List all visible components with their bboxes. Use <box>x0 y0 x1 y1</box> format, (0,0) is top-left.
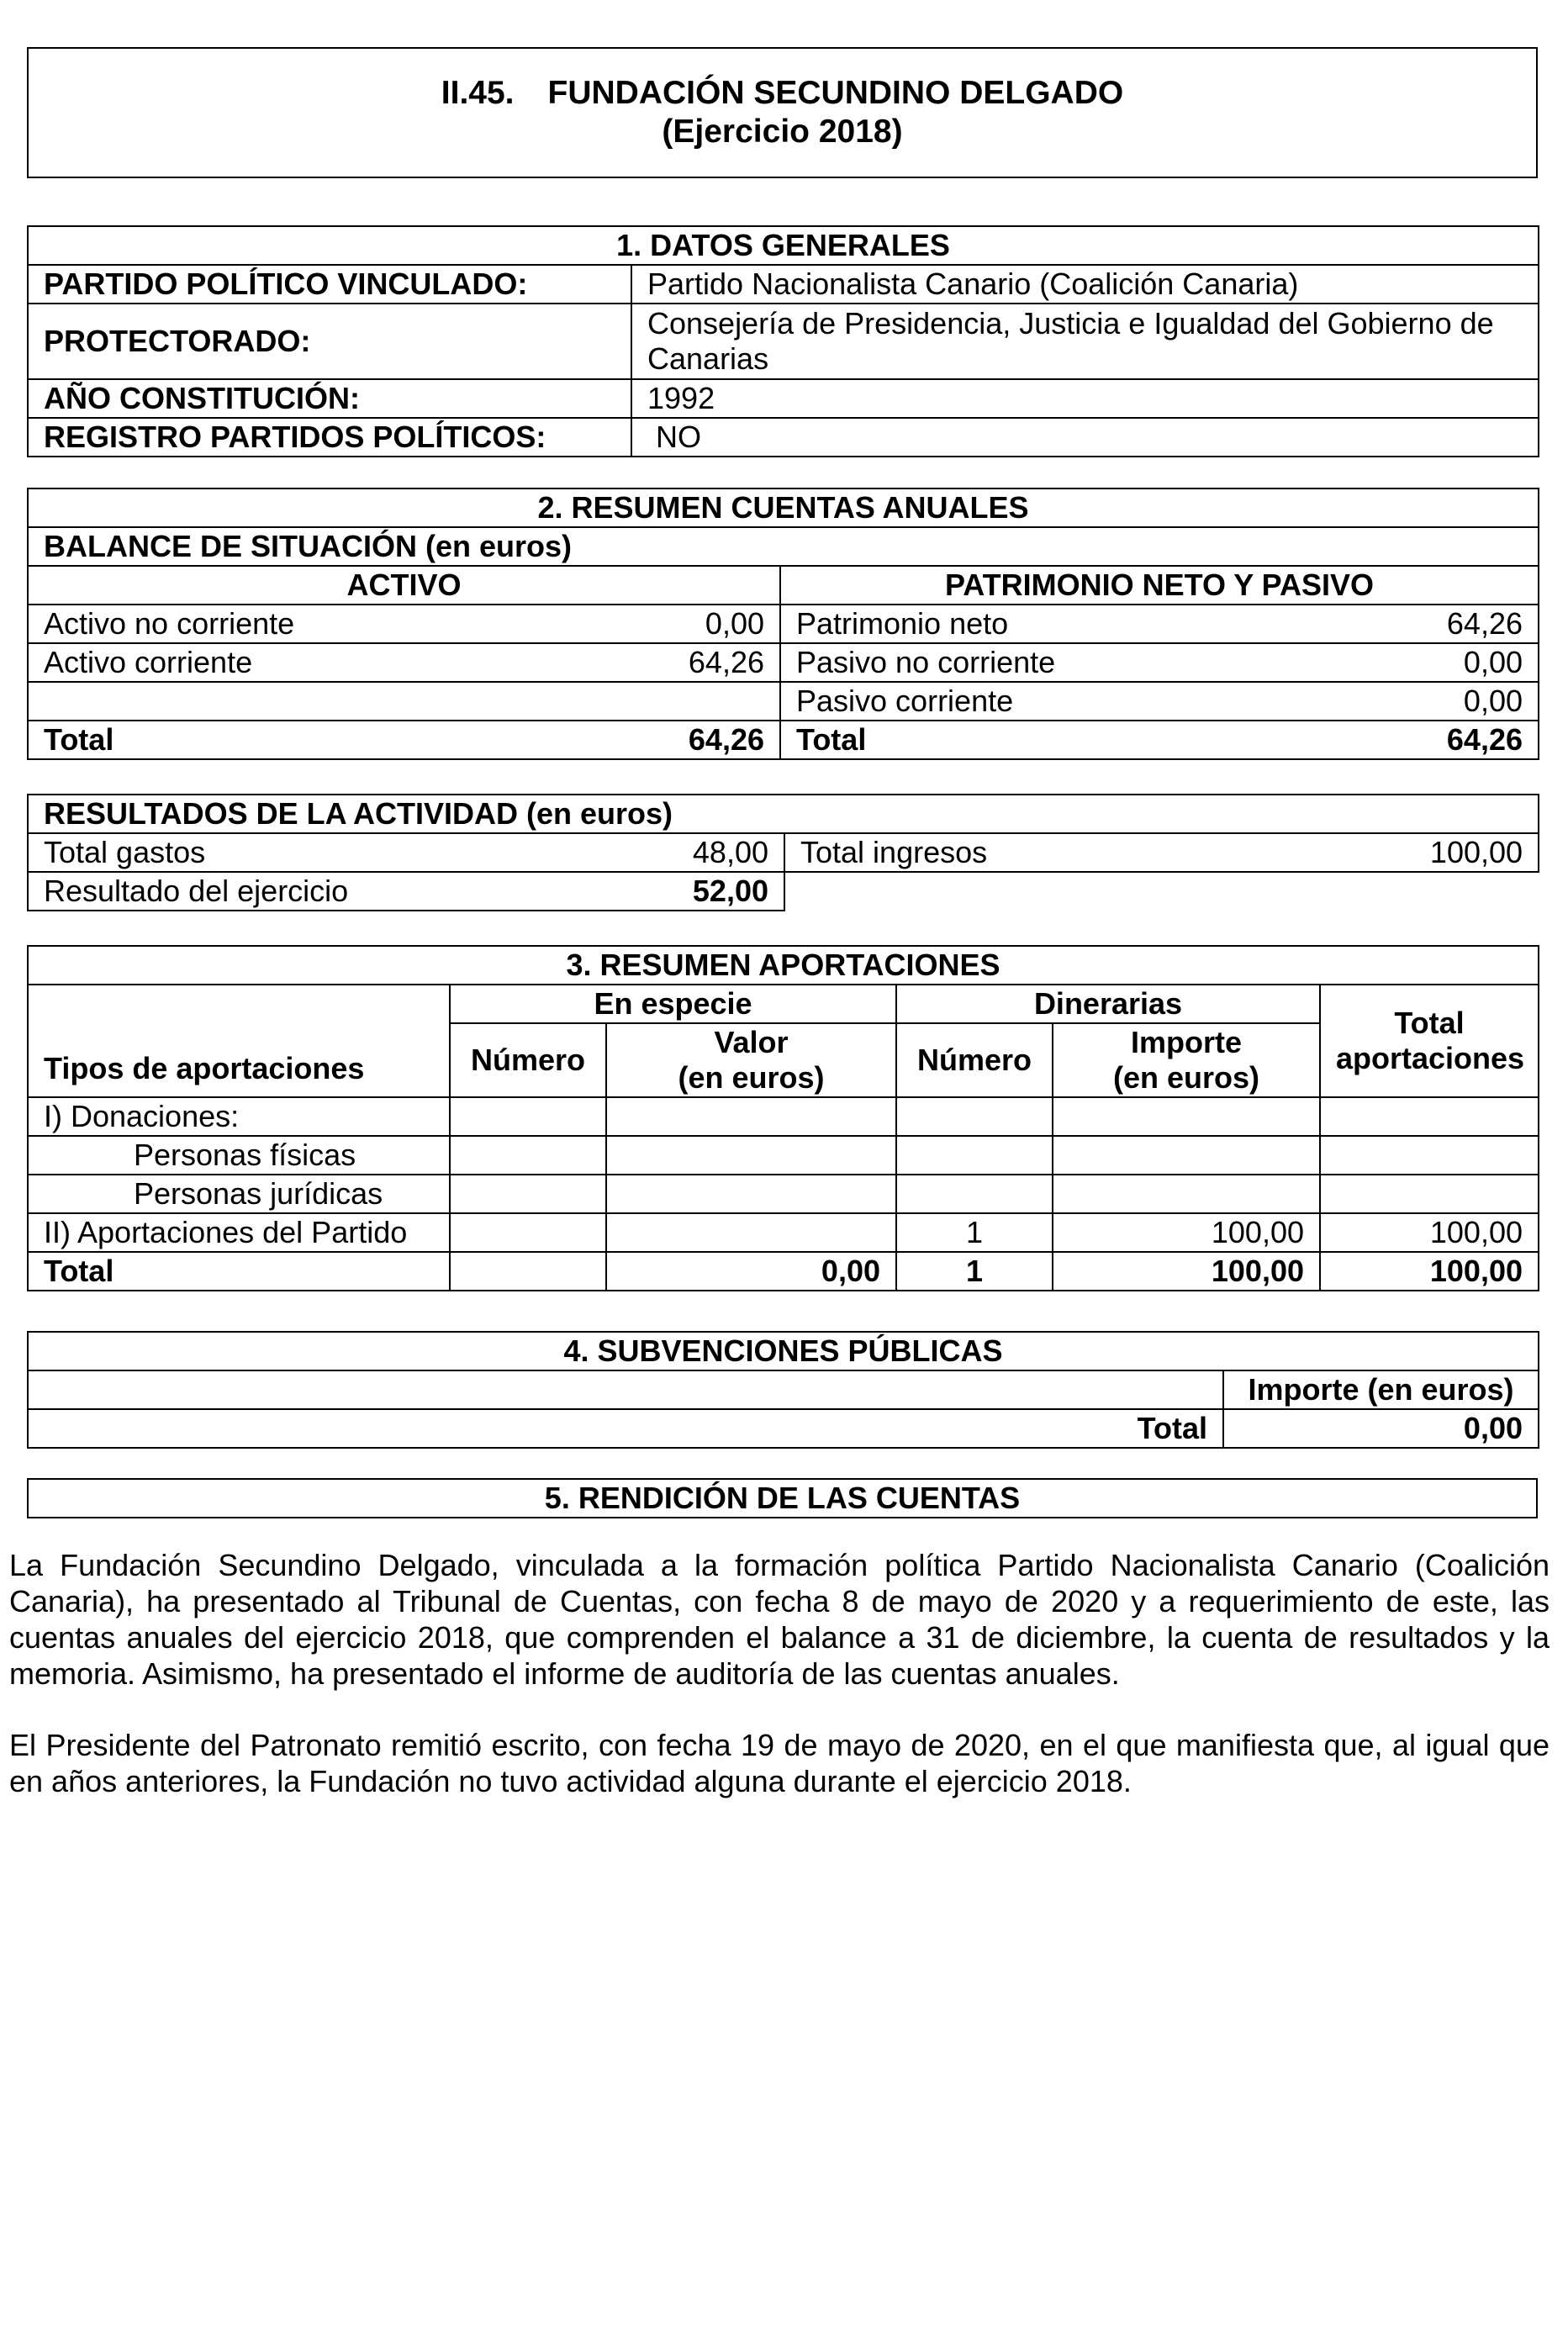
rendicion-paragraph-2: El Presidente del Patronato remitió escrito, con fecha 19 de mayo de 2020, en el que manifiesta que, al igual que en años anteriores, la Fundación no tuvo actividad alguna durante el ejercicio 2018. <box>9 1728 1550 1798</box>
numero-especie <box>450 1097 606 1136</box>
activo-label: Activo corriente <box>28 643 616 682</box>
aportaciones-total-row <box>28 1252 1539 1291</box>
resultado-label: Resultado del ejercicio <box>28 872 616 911</box>
datos-generales-table <box>27 225 1539 457</box>
valor-header-line2: (en euros) <box>678 1060 825 1095</box>
pasivo-value: 0,00 <box>1377 643 1539 682</box>
ingresos-label: Total ingresos <box>784 833 1373 872</box>
balance-row <box>28 605 1539 643</box>
numero-especie-header: Número <box>450 1023 606 1097</box>
pasivo-value: 64,26 <box>1377 605 1539 643</box>
rendicion-table <box>27 1478 1538 1518</box>
aportacion-row <box>28 1175 1539 1213</box>
activo-header: ACTIVO <box>28 566 780 605</box>
numero-dinerarias-header: Número <box>896 1023 1053 1097</box>
activo-total-label: Total <box>28 721 616 759</box>
exercise-year: (Ejercicio 2018) <box>662 114 903 150</box>
numero-dinerarias <box>896 1097 1053 1136</box>
pasivo-value: 0,00 <box>1377 682 1539 721</box>
section-code: II.45. <box>441 75 515 111</box>
importe-dinerarias <box>1053 1097 1320 1136</box>
gastos-label: Total gastos <box>28 833 616 872</box>
importe-header-line1: Importe <box>1130 1025 1242 1059</box>
pasivo-label: Patrimonio neto <box>780 605 1377 643</box>
subvenciones-total-label: Total <box>28 1409 1223 1448</box>
gastos-value: 48,00 <box>616 833 784 872</box>
subvenciones-title: 4. SUBVENCIONES PÚBLICAS <box>28 1332 1539 1370</box>
aportacion-label: I) Donaciones: <box>28 1097 450 1136</box>
balance-table <box>27 488 1539 760</box>
rendicion-title: 5. RENDICIÓN DE LAS CUENTAS <box>28 1479 1537 1518</box>
pasivo-label: Pasivo corriente <box>780 682 1377 721</box>
total-header-line1: Total <box>1394 1006 1465 1040</box>
resultado-value: 52,00 <box>616 872 784 911</box>
total-aportacion: 100,00 <box>1320 1213 1539 1252</box>
importe-dinerarias <box>1053 1175 1320 1213</box>
datos-generales-title: 1. DATOS GENERALES <box>28 226 1539 265</box>
aportacion-row <box>28 1097 1539 1136</box>
datos-value: Partido Nacionalista Canario (Coalición Canaria) <box>631 265 1539 304</box>
document-title-box <box>27 47 1538 178</box>
datos-label: AÑO CONSTITUCIÓN: <box>28 379 631 418</box>
subvenciones-table <box>27 1331 1539 1449</box>
numero-especie <box>450 1213 606 1252</box>
datos-row <box>28 418 1539 457</box>
numero-especie <box>450 1136 606 1175</box>
balance-title: BALANCE DE SITUACIÓN (en euros) <box>28 527 1539 566</box>
datos-value: 1992 <box>631 379 1539 418</box>
valor-header-line1: Valor <box>714 1025 789 1059</box>
balance-row <box>28 643 1539 682</box>
total-aportaciones-value: 100,00 <box>1320 1252 1539 1291</box>
activo-value <box>616 682 780 721</box>
empty-cell <box>784 872 1539 911</box>
title-line-1 <box>29 74 1536 113</box>
total-aportaciones-header <box>1320 985 1539 1097</box>
total-numero-especie <box>450 1252 606 1291</box>
activo-value: 64,26 <box>616 643 780 682</box>
balance-row <box>28 682 1539 721</box>
datos-row <box>28 265 1539 304</box>
pasivo-total-value: 64,26 <box>1377 721 1539 759</box>
total-valor-especie: 0,00 <box>606 1252 896 1291</box>
datos-row <box>28 304 1539 379</box>
activo-label <box>28 682 616 721</box>
importe-euros-header: Importe (en euros) <box>1223 1370 1539 1409</box>
subvenciones-total-value: 0,00 <box>1223 1409 1539 1448</box>
resultados-table <box>27 794 1539 911</box>
valor-especie <box>606 1097 896 1136</box>
valor-especie <box>606 1136 896 1175</box>
numero-dinerarias <box>896 1136 1053 1175</box>
numero-dinerarias <box>896 1175 1053 1213</box>
activo-value: 0,00 <box>616 605 780 643</box>
datos-label: PARTIDO POLÍTICO VINCULADO: <box>28 265 631 304</box>
activo-total-value: 64,26 <box>616 721 780 759</box>
activo-label: Activo no corriente <box>28 605 616 643</box>
importe-header <box>1053 1023 1320 1097</box>
total-numero-dinerarias: 1 <box>896 1252 1053 1291</box>
total-aportacion <box>1320 1097 1539 1136</box>
aportaciones-table <box>27 945 1539 1291</box>
aportacion-row <box>28 1213 1539 1252</box>
total-aportacion <box>1320 1136 1539 1175</box>
numero-dinerarias: 1 <box>896 1213 1053 1252</box>
aportacion-row <box>28 1136 1539 1175</box>
pasivo-total-label: Total <box>780 721 1377 759</box>
valor-especie <box>606 1175 896 1213</box>
rendicion-paragraph-1: La Fundación Secundino Delgado, vinculada a la formación política Partido Nacionalista Canario (Coalición Canaria), ha presentado al Tribunal de Cuentas, con fecha 8 de mayo de 2020 y a requerimiento de este, las cuentas anuales del ejercicio 2018, que comprenden el balance a 31 de diciembre, la cuenta de resultados y la memoria. Asimismo, ha presentado el informe de auditoría de las cuentas anuales. <box>9 1548 1550 1691</box>
balance-total-row <box>28 721 1539 759</box>
datos-label: PROTECTORADO: <box>28 304 631 379</box>
datos-value: Consejería de Presidencia, Justicia e Igualdad del Gobierno de Canarias <box>631 304 1539 379</box>
datos-label: REGISTRO PARTIDOS POLÍTICOS: <box>28 418 631 457</box>
valor-especie <box>606 1213 896 1252</box>
datos-value: NO <box>631 418 1539 457</box>
pasivo-header: PATRIMONIO NETO Y PASIVO <box>780 566 1539 605</box>
total-header-line2: aportaciones <box>1336 1041 1525 1075</box>
tipos-header: Tipos de aportaciones <box>28 985 450 1097</box>
ingresos-value: 100,00 <box>1373 833 1539 872</box>
aportaciones-title: 3. RESUMEN APORTACIONES <box>28 946 1539 985</box>
pasivo-label: Pasivo no corriente <box>780 643 1377 682</box>
aportacion-label: Personas jurídicas <box>28 1175 450 1213</box>
total-aportacion <box>1320 1175 1539 1213</box>
importe-header-line2: (en euros) <box>1112 1060 1260 1095</box>
empty-cell <box>28 1370 1223 1409</box>
aportacion-label: II) Aportaciones del Partido <box>28 1213 450 1252</box>
especie-header: En especie <box>450 985 896 1023</box>
importe-dinerarias: 100,00 <box>1053 1213 1320 1252</box>
total-importe-dinerarias: 100,00 <box>1053 1252 1320 1291</box>
dinerarias-header: Dinerarias <box>896 985 1320 1023</box>
datos-row <box>28 379 1539 418</box>
aportacion-label: Personas físicas <box>28 1136 450 1175</box>
valor-header <box>606 1023 896 1097</box>
foundation-name: FUNDACIÓN SECUNDINO DELGADO <box>547 75 1124 111</box>
resumen-cuentas-title: 2. RESUMEN CUENTAS ANUALES <box>28 488 1539 527</box>
numero-especie <box>450 1175 606 1213</box>
aportaciones-total-label: Total <box>28 1252 450 1291</box>
importe-dinerarias <box>1053 1136 1320 1175</box>
resultados-title: RESULTADOS DE LA ACTIVIDAD (en euros) <box>28 795 1539 833</box>
